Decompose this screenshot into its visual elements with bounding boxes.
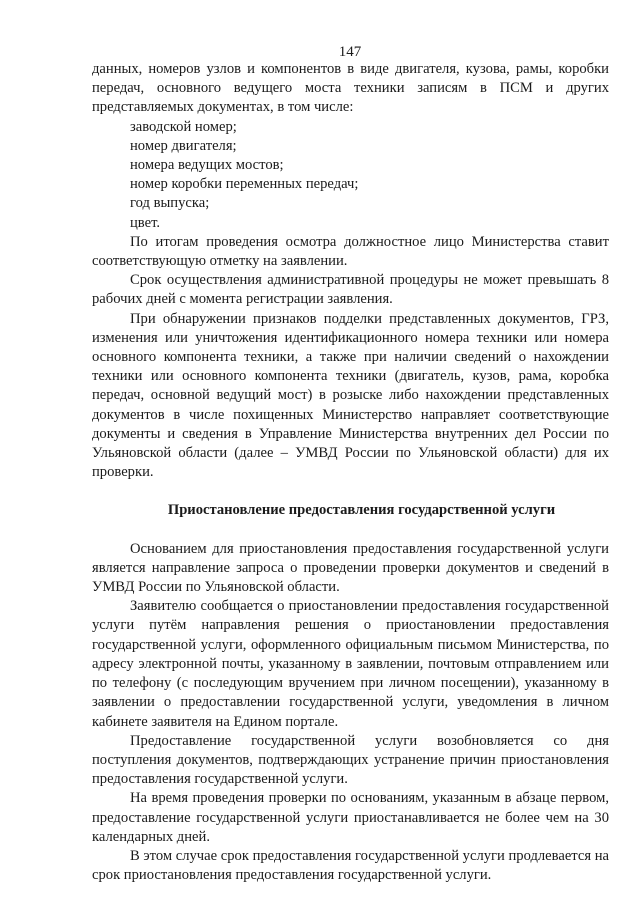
document-body — [92, 60, 609, 885]
page-number: 147 — [338, 44, 362, 60]
list-item: цвет. — [130, 214, 161, 231]
paragraph: На время проведения проверки по основаниям, указанным в абзаце первом, предоставление государственной услуги приостанавливается не более чем на 30 календарных дней. — [92, 790, 609, 845]
list-item: номер коробки переменных передач; — [130, 176, 359, 193]
paragraph-continued: данных, номеров узлов и компонентов в виде двигателя, кузова, рамы, коробки передач, основного ведущего моста техники записям в ПСМ и других представляемых документах, в том числе: — [92, 61, 609, 116]
paragraph: В этом случае срок предоставления государственной услуги продлевается на срок приостановления предоставления государственной услуги. — [92, 847, 609, 884]
list-item: номера ведущих мостов; — [130, 157, 284, 174]
paragraph: По итогам проведения осмотра должностное лицо Министерства ставит соответствующую отметку на заявлении. — [92, 233, 609, 270]
list-item: номер двигателя; — [130, 137, 237, 154]
paragraph: При обнаружении признаков подделки представленных документов, ГРЗ, изменения или уничтожения идентификационного номера техники или номера основного компонента техники, а также при наличии сведений о нахождении техники или основного компонента техники (двигатель, кузов, рама, коробка передач, основной ведущий мост) в розыске либо нахождении представленных документов в числе похищенных Министерство направляет соответствующие документы и сведения в Управление Министерства внутренних дел России по Ульяновской области (далее – УМВД России по Ульяновской области) для их проверки. — [92, 310, 609, 481]
identifier-list — [92, 118, 609, 233]
paragraph: Заявителю сообщается о приостановлении предоставления государственной услуги путём направления решения о приостановлении предоставления государственной услуги, оформленного официальным письмом Министерства, по адресу электронной почты, указанному в заявлении, почтовым отправлением или по телефону (с последующим вручением при личном посещении), указанному в заявлении о предоставлении государственной услуги, уведомления в личном кабинете заявителя на Едином портале. — [92, 598, 609, 730]
paragraph: Срок осуществления административной процедуры не может превышать 8 рабочих дней с момента регистрации заявления. — [92, 272, 609, 308]
list-item: заводской номер; — [130, 118, 237, 135]
paragraph: Основанием для приостановления предоставления государственной услуги является направление запроса о проведении проверки документов и сведений в УМВД России по Ульяновской области. — [92, 540, 609, 596]
list-item: год выпуска; — [130, 195, 210, 212]
paragraph: Предоставление государственной услуги возобновляется со дня поступления документов, подтверждающих устранение причин приостановления предоставления государственной услуги. — [92, 732, 609, 788]
section-heading: Приостановление предоставления государственной услуги — [167, 502, 556, 519]
